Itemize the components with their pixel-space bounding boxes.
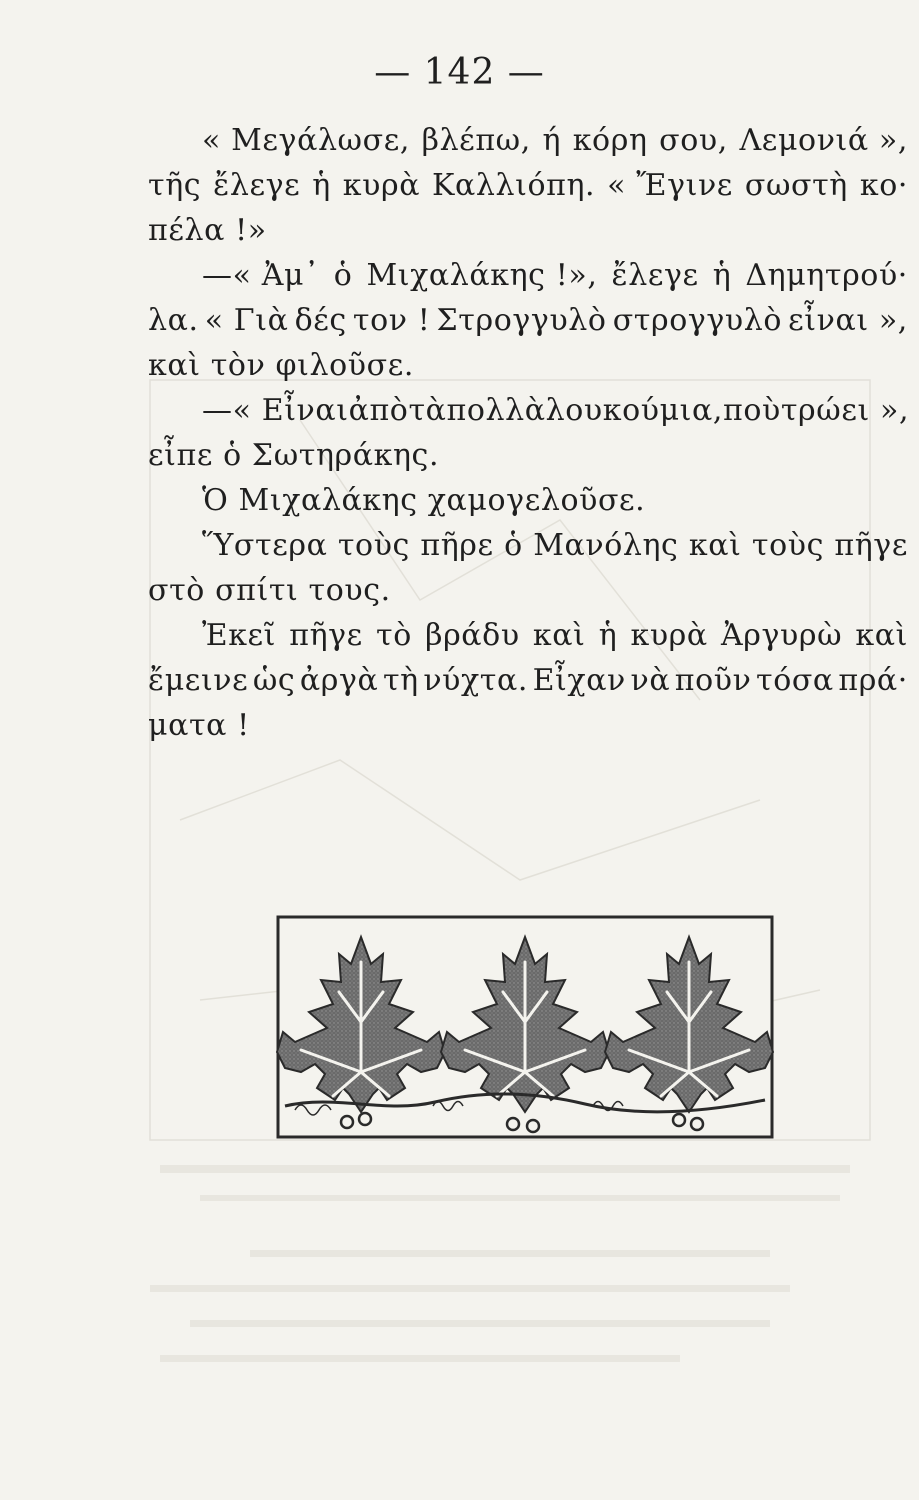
text-word: κο·	[859, 168, 908, 203]
text-word: Λεμονιά »,	[739, 123, 908, 158]
text-word: Ἀργυρὼ	[721, 618, 843, 653]
text-word: ή	[542, 123, 562, 158]
text-word: ὡς	[252, 663, 296, 698]
text-line	[148, 433, 908, 478]
text-word: « Γιὰ	[204, 303, 289, 338]
text-word: πῆρε	[420, 528, 494, 563]
text-word: ἔλεγε	[213, 168, 301, 203]
text-line	[148, 253, 908, 298]
text-line	[148, 163, 908, 208]
text-word: —« Ἀμ᾽	[202, 258, 320, 293]
text-word: Δημητρού·	[745, 258, 908, 293]
text-word: ἡ	[598, 618, 618, 653]
text-word: Καλλιόπη.	[432, 168, 596, 203]
text-word: κυρὰ	[342, 168, 421, 203]
text-line	[148, 118, 908, 163]
text-word: στρογγυλὸ	[612, 303, 783, 338]
text-word: Εἶχαν	[532, 663, 626, 698]
text-word: « Ἔγινε	[607, 168, 733, 203]
text-word: Στρογγυλὸ	[436, 303, 607, 338]
text-word: τον !	[352, 303, 431, 338]
text-word: λουκούμια,	[545, 393, 724, 428]
text-line	[148, 208, 908, 253]
text-word: ἔλεγε	[611, 258, 699, 293]
text-word: τρώει »,	[780, 393, 910, 428]
text-word: στὸ σπίτι τους.	[148, 573, 391, 608]
text-word: ἡ	[712, 258, 732, 293]
text-line	[148, 343, 908, 388]
text-word: τῆς	[148, 168, 202, 203]
text-word: πῆγε	[834, 528, 908, 563]
text-word: ὁ	[333, 258, 353, 293]
text-word: ἔμεινε	[148, 663, 249, 698]
text-line	[148, 388, 908, 433]
text-word: καὶ τὸν φιλοῦσε.	[148, 348, 414, 383]
text-line	[148, 478, 908, 523]
page-number: — 142 —	[374, 52, 545, 93]
text-word: τοὺς	[751, 528, 824, 563]
text-word: « Μεγάλωσε,	[202, 123, 410, 158]
text-word: Μιχαλάκης !»,	[366, 258, 598, 293]
text-line	[148, 703, 908, 748]
text-word: εἶναι »,	[788, 303, 908, 338]
text-word: Ὕστερα	[202, 528, 328, 563]
text-word: εἶπε ὁ Σωτηράκης.	[148, 438, 440, 473]
text-word: πρά·	[838, 663, 908, 698]
text-line	[148, 298, 908, 343]
text-word: σωστὴ	[744, 168, 848, 203]
text-word: λα.	[148, 303, 199, 338]
text-word: τὴ	[382, 663, 419, 698]
text-word: Μανόλης	[533, 528, 679, 563]
text-word: ποῦν	[674, 663, 752, 698]
text-word: τοὺς	[337, 528, 410, 563]
text-word: τὰ	[408, 393, 447, 428]
text-word: ἀργὰ	[299, 663, 379, 698]
text-word: τὸ	[376, 618, 412, 653]
text-word: ματα !	[148, 708, 250, 743]
text-word: τόσα	[756, 663, 834, 698]
text-word: Ἐκεῖ	[202, 618, 277, 653]
text-word: καὶ	[688, 528, 742, 563]
text-word: πῆγε	[289, 618, 363, 653]
text-word: ἡ	[312, 168, 331, 203]
text-word: βράδυ	[425, 618, 520, 653]
text-word: καὶ	[855, 618, 908, 653]
text-word: ποὺ	[723, 393, 781, 428]
text-word: ἀπὸ	[348, 393, 409, 428]
text-line	[148, 568, 908, 613]
text-word: νύχτα.	[423, 663, 528, 698]
text-word: καὶ	[532, 618, 586, 653]
text-word: πέλα !»	[148, 213, 267, 248]
text-word: πολλὰ	[446, 393, 546, 428]
text-word: Ὁ Μιχαλάκης χαμογελοῦσε.	[202, 483, 646, 518]
text-line	[148, 613, 908, 658]
text-line	[148, 523, 908, 568]
text-word: σου,	[659, 123, 728, 158]
text-word: κόρη	[572, 123, 648, 158]
text-word: κυρὰ	[630, 618, 708, 653]
grape-leaf-vignette	[275, 914, 775, 1140]
text-word: ὁ	[504, 528, 523, 563]
text-word: —« Εἶναι	[202, 393, 349, 428]
text-word: βλέπω,	[421, 123, 531, 158]
text-line	[148, 658, 908, 703]
text-word: δές	[294, 303, 347, 338]
text-word: νὰ	[630, 663, 671, 698]
body-text	[148, 118, 908, 748]
